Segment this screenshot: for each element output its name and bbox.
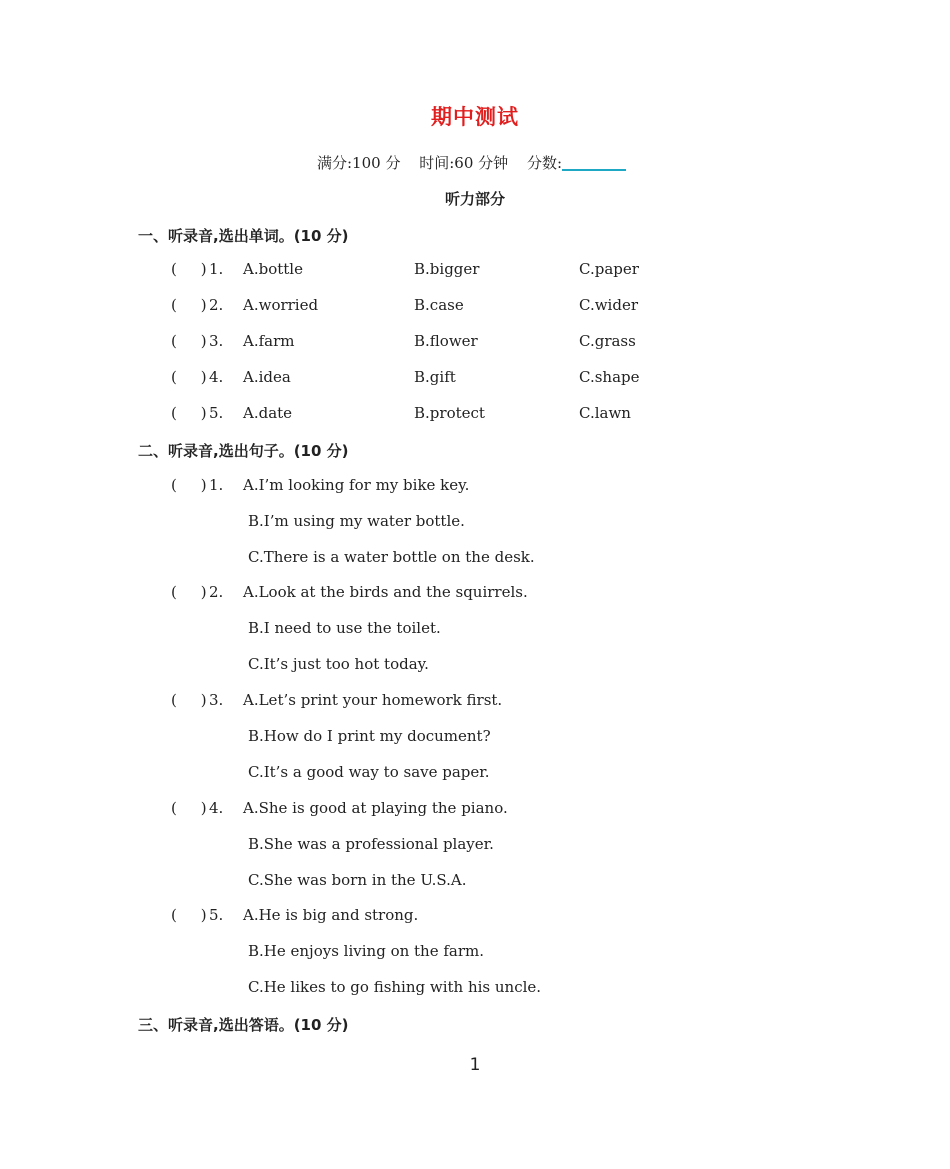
answer-blank[interactable]: ( ) — [171, 368, 207, 386]
option-b: B.protect — [414, 404, 485, 422]
option-row — [0, 835, 950, 857]
question-row — [0, 332, 950, 354]
option-row — [0, 512, 950, 534]
question-row — [0, 296, 950, 318]
question-number: 1. — [209, 476, 224, 494]
option-c: C.She was born in the U.S.A. — [248, 871, 467, 889]
question-number: 3. — [209, 691, 224, 709]
option-c: C.grass — [579, 332, 636, 350]
option-row — [0, 871, 950, 893]
answer-blank[interactable]: ( ) — [171, 296, 207, 314]
option-a: A.Look at the birds and the squirrels. — [243, 583, 528, 601]
option-b: B.I’m using my water bottle. — [248, 512, 465, 530]
option-row — [0, 655, 950, 677]
question-number: 1. — [209, 260, 224, 278]
option-c: C.shape — [579, 368, 640, 386]
option-c: C.It’s just too hot today. — [248, 655, 429, 673]
time-limit: 时间:60 分钟 — [419, 154, 509, 172]
question-row — [0, 260, 950, 282]
question-row — [0, 799, 950, 821]
option-a: A.farm — [243, 332, 295, 350]
part-title: 听力部分 — [444, 190, 505, 208]
option-row — [0, 727, 950, 749]
full-score: 满分:100 分 — [317, 154, 401, 172]
page-title: 期中测试 — [431, 105, 519, 129]
option-c: C.It’s a good way to save paper. — [248, 763, 490, 781]
option-b: B.How do I print my document? — [248, 727, 491, 745]
option-row — [0, 548, 950, 570]
option-a: A.Let’s print your homework first. — [243, 691, 503, 709]
option-c: C.paper — [579, 260, 639, 278]
question-row — [0, 404, 950, 426]
answer-blank[interactable]: ( ) — [171, 404, 207, 422]
option-a: A.worried — [243, 296, 319, 314]
option-row — [0, 978, 950, 1000]
option-row — [0, 619, 950, 641]
answer-blank[interactable]: ( ) — [171, 691, 207, 709]
question-number: 2. — [209, 296, 224, 314]
option-row — [0, 942, 950, 964]
answer-blank[interactable]: ( ) — [171, 332, 207, 350]
question-row — [0, 583, 950, 605]
question-row — [0, 368, 950, 390]
option-a: A.She is good at playing the piano. — [243, 799, 508, 817]
question-number: 4. — [209, 799, 224, 817]
section-2-heading: 二、听录音,选出句子。(10 分) — [138, 442, 349, 460]
question-row — [0, 691, 950, 713]
answer-blank[interactable]: ( ) — [171, 476, 207, 494]
section-3-heading: 三、听录音,选出答语。(10 分) — [138, 1016, 349, 1034]
question-row — [0, 906, 950, 928]
option-a: A.idea — [243, 368, 291, 386]
exam-meta — [0, 152, 950, 173]
answer-blank[interactable]: ( ) — [171, 583, 207, 601]
option-a: A.date — [243, 404, 293, 422]
score-blank[interactable] — [562, 169, 626, 171]
option-a: A.He is big and strong. — [243, 906, 419, 924]
option-b: B.bigger — [414, 260, 480, 278]
question-number: 5. — [209, 906, 224, 924]
option-c: C.wider — [579, 296, 638, 314]
option-b: B.flower — [414, 332, 478, 350]
question-number: 2. — [209, 583, 224, 601]
option-b: B.He enjoys living on the farm. — [248, 942, 485, 960]
question-row — [0, 476, 950, 498]
option-c: C.He likes to go fishing with his uncle. — [248, 978, 542, 996]
answer-blank[interactable]: ( ) — [171, 906, 207, 924]
option-b: B.case — [414, 296, 464, 314]
option-c: C.lawn — [579, 404, 631, 422]
option-a: A.bottle — [243, 260, 303, 278]
option-row — [0, 763, 950, 785]
question-number: 3. — [209, 332, 224, 350]
question-number: 4. — [209, 368, 224, 386]
option-b: B.I need to use the toilet. — [248, 619, 441, 637]
option-b: B.She was a professional player. — [248, 835, 494, 853]
option-c: C.There is a water bottle on the desk. — [248, 548, 535, 566]
option-a: A.I’m looking for my bike key. — [243, 476, 470, 494]
question-number: 5. — [209, 404, 224, 422]
answer-blank[interactable]: ( ) — [171, 799, 207, 817]
score-label: 分数: — [527, 154, 633, 172]
page-number: 1 — [469, 1055, 481, 1075]
answer-blank[interactable]: ( ) — [171, 260, 207, 278]
option-b: B.gift — [414, 368, 456, 386]
section-1-heading: 一、听录音,选出单词。(10 分) — [138, 227, 349, 245]
